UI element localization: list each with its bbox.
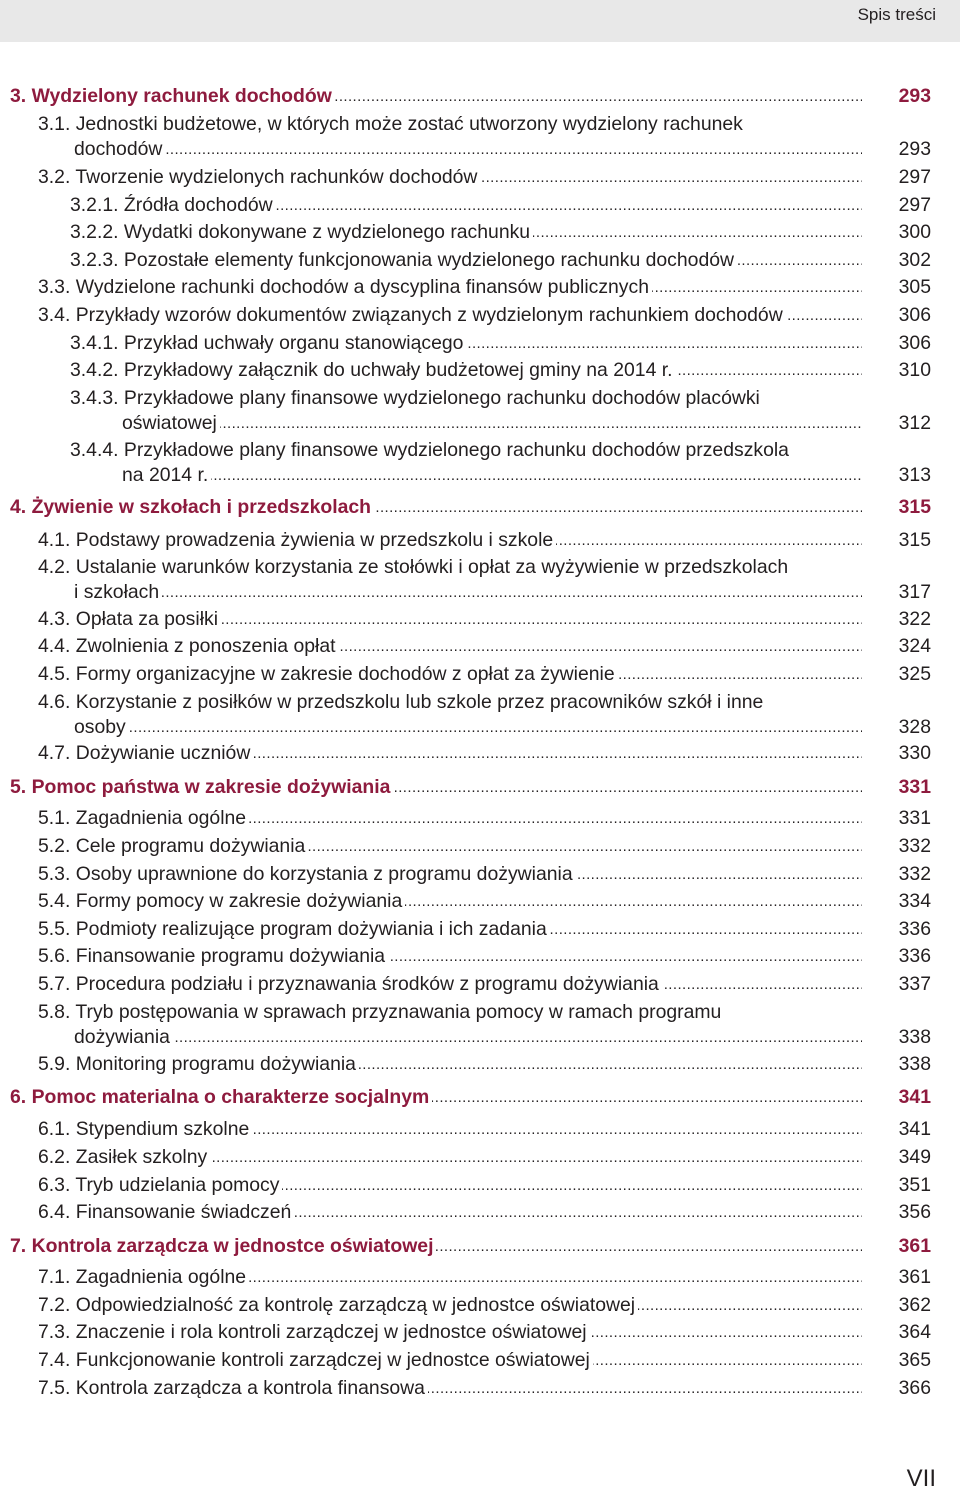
toc-title: Stypendium szkolne — [75, 1118, 250, 1140]
toc-title: Monitoring programu dożywiania — [75, 1053, 356, 1075]
toc-number: 3.2.2. — [70, 221, 119, 243]
toc-title: Zagadnienia ogólne — [75, 807, 247, 829]
toc-page-number: 351 — [898, 1174, 931, 1196]
toc-title: i szkołach — [74, 581, 160, 603]
toc-page-number: 324 — [898, 635, 931, 657]
toc-title: Finansowanie programu dożywiania — [75, 945, 386, 967]
running-head: Spis treści — [857, 5, 936, 24]
toc-title: Pomoc państwa w zakresie dożywiania — [31, 776, 391, 798]
toc-page-number: 336 — [898, 945, 931, 967]
toc-title: Kontrola zarządcza w jednostce oświatowej — [31, 1235, 434, 1257]
toc-number: 7.4. — [38, 1349, 71, 1371]
toc-number: 3.4.1. — [70, 332, 119, 354]
toc-number: 7.2. — [38, 1294, 71, 1316]
toc-page-number: 315 — [898, 496, 931, 518]
toc-title: Osoby uprawnione do korzystania z programu dożywiania — [75, 863, 573, 885]
toc-page-number: 338 — [898, 1026, 931, 1048]
toc-number: 5.2. — [38, 835, 71, 857]
toc-number: 6.1. — [38, 1118, 71, 1140]
toc-number: 6.4. — [38, 1201, 71, 1223]
toc-page-number: 322 — [898, 608, 931, 630]
toc-number: 7.3. — [38, 1321, 71, 1343]
toc-title: Dożywianie uczniów — [75, 742, 251, 764]
toc-page-number: 315 — [898, 529, 931, 551]
toc-number: 3. — [10, 85, 27, 107]
toc-title: Pomoc materialna o charakterze socjalnym — [31, 1086, 430, 1108]
toc-title: na 2014 r. — [122, 464, 209, 486]
toc-number: 3.3. — [38, 276, 71, 298]
toc-title: Tworzenie wydzielonych rachunków dochodów — [75, 166, 478, 188]
toc-page-number: 334 — [898, 890, 931, 912]
page-folio: VII — [906, 1465, 936, 1492]
toc-number: 4.7. — [38, 742, 71, 764]
toc-number: 4.1. — [38, 529, 71, 551]
toc-page-number: 313 — [898, 464, 931, 486]
toc-page-number: 332 — [898, 835, 931, 857]
toc-number: 4.4. — [38, 635, 71, 657]
toc-title: Znaczenie i rola kontroli zarządczej w jednostce oświatowej — [75, 1321, 587, 1343]
toc-number: 4.3. — [38, 608, 71, 630]
toc-title: Finansowanie świadczeń — [75, 1201, 292, 1223]
toc-page-number: 349 — [898, 1146, 931, 1168]
toc-page-number: 293 — [898, 85, 931, 107]
toc-page-number: 306 — [898, 332, 931, 354]
toc-page-number: 332 — [898, 863, 931, 885]
toc-title: Przykładowy załącznik do uchwały budżetowej gminy na 2014 r. — [123, 359, 673, 381]
toc-page-number: 331 — [898, 776, 931, 798]
toc-page-number: 337 — [898, 973, 931, 995]
toc-title: Cele programu dożywiania — [75, 835, 306, 857]
toc-title: Jednostki budżetowe, w których może zostać utworzony wydzielony rachunek — [75, 113, 743, 135]
toc-title: Przykłady wzorów dokumentów związanych z wydzielonym rachunkiem dochodów — [75, 304, 783, 326]
toc-page-number: 361 — [898, 1235, 931, 1257]
toc-title: Zagadnienia ogólne — [75, 1266, 247, 1288]
toc-page-number: 356 — [898, 1201, 931, 1223]
toc-page-number: 365 — [898, 1349, 931, 1371]
toc-title: Wydzielony rachunek dochodów — [31, 85, 332, 107]
toc-number: 3.4.3. — [70, 387, 119, 409]
toc-page-number: 306 — [898, 304, 931, 326]
toc-number: 7.5. — [38, 1377, 71, 1399]
toc-title: Wydzielone rachunki dochodów a dyscyplina finansów publicznych — [75, 276, 649, 298]
toc-number: 3.1. — [38, 113, 71, 135]
toc-title: Żywienie w szkołach i przedszkolach — [31, 496, 372, 518]
toc-page-number: 341 — [898, 1118, 931, 1140]
toc-page-number: 305 — [898, 276, 931, 298]
toc-number: 3.4.4. — [70, 439, 119, 461]
toc-title: Kontrola zarządcza a kontrola finansowa — [75, 1377, 425, 1399]
toc-title: Opłata za posiłki — [75, 608, 219, 630]
toc-title: Przykładowe plany finansowe wydzielonego rachunku dochodów placówki — [123, 387, 760, 409]
toc-title: dożywiania — [74, 1026, 170, 1048]
toc-number: 5.3. — [38, 863, 71, 885]
toc-number: 6.2. — [38, 1146, 71, 1168]
toc-page-number: 364 — [898, 1321, 931, 1343]
toc-page-number: 310 — [898, 359, 931, 381]
toc-page-number: 300 — [898, 221, 931, 243]
toc-number: 3.2. — [38, 166, 71, 188]
toc-title: Ustalanie warunków korzystania ze stołówki i opłat za wyżywienie w przedszkolach — [75, 556, 789, 578]
toc-number: 6. — [10, 1086, 27, 1108]
toc-title: Funkcjonowanie kontroli zarządczej w jednostce oświatowej — [75, 1349, 590, 1371]
toc-page-number: 330 — [898, 742, 931, 764]
toc-number: 3.4.2. — [70, 359, 119, 381]
toc-page-number: 338 — [898, 1053, 931, 1075]
toc-title: Przykład uchwały organu stanowiącego — [123, 332, 464, 354]
toc-page-number: 328 — [898, 716, 931, 738]
toc-page-number: 336 — [898, 918, 931, 940]
toc-title: Przykładowe plany finansowe wydzielonego rachunku dochodów przedszkola — [123, 439, 789, 461]
toc-page-number: 325 — [898, 663, 931, 685]
toc-title: Formy organizacyjne w zakresie dochodów z opłat za żywienie — [75, 663, 615, 685]
toc-number: 5.7. — [38, 973, 71, 995]
toc-number: 5.4. — [38, 890, 71, 912]
toc-title: Podmioty realizujące program dożywiania i ich zadania — [75, 918, 547, 940]
toc-title: Korzystanie z posiłków w przedszkolu lub szkole przez pracowników szkół i inne — [75, 691, 764, 713]
toc-page-number: 366 — [898, 1377, 931, 1399]
toc-number: 6.3. — [38, 1174, 71, 1196]
toc-number: 5.6. — [38, 945, 71, 967]
toc-number: 5. — [10, 776, 27, 798]
toc-page-number: 297 — [898, 194, 931, 216]
toc-title: Podstawy prowadzenia żywienia w przedszkolu i szkole — [75, 529, 554, 551]
toc-title: Procedura podziału i przyznawania środków z programu dożywiania — [75, 973, 659, 995]
toc-title: dochodów — [74, 138, 163, 160]
toc-number: 3.4. — [38, 304, 71, 326]
toc-page-number: 361 — [898, 1266, 931, 1288]
toc-title: Zasiłek szkolny — [75, 1146, 208, 1168]
toc-page-number: 302 — [898, 249, 931, 271]
toc-title: oświatowej — [122, 412, 217, 434]
toc-title: Odpowiedzialność za kontrolę zarządczą w jednostce oświatowej — [75, 1294, 636, 1316]
toc-title: Źródła dochodów — [123, 194, 273, 216]
toc-number: 5.1. — [38, 807, 71, 829]
toc-page-number: 297 — [898, 166, 931, 188]
toc-page-number: 331 — [898, 807, 931, 829]
toc-title: Tryb udzielania pomocy — [75, 1174, 280, 1196]
toc-number: 3.2.1. — [70, 194, 119, 216]
toc-number: 4. — [10, 496, 27, 518]
toc-title: osoby — [74, 716, 126, 738]
toc-page-number: 362 — [898, 1294, 931, 1316]
toc-number: 4.5. — [38, 663, 71, 685]
toc-title: Zwolnienia z ponoszenia opłat — [75, 635, 336, 657]
toc-number: 5.8. — [38, 1001, 71, 1023]
toc-page-number: 317 — [898, 581, 931, 603]
toc-number: 5.9. — [38, 1053, 71, 1075]
toc-number: 7.1. — [38, 1266, 71, 1288]
toc-number: 4.2. — [38, 556, 71, 578]
toc-number: 5.5. — [38, 918, 71, 940]
toc-number: 7. — [10, 1235, 27, 1257]
toc-title: Wydatki dokonywane z wydzielonego rachunku — [123, 221, 531, 243]
toc-page-number: 312 — [898, 412, 931, 434]
toc-title: Tryb postępowania w sprawach przyznawania pomocy w ramach programu — [75, 1001, 722, 1023]
toc-number: 3.2.3. — [70, 249, 119, 271]
toc-page-number: 293 — [898, 138, 931, 160]
toc-number: 4.6. — [38, 691, 71, 713]
toc-title: Formy pomocy w zakresie dożywiania — [75, 890, 403, 912]
toc-title: Pozostałe elementy funkcjonowania wydzielonego rachunku dochodów — [123, 249, 735, 271]
toc-page-number: 341 — [898, 1086, 931, 1108]
